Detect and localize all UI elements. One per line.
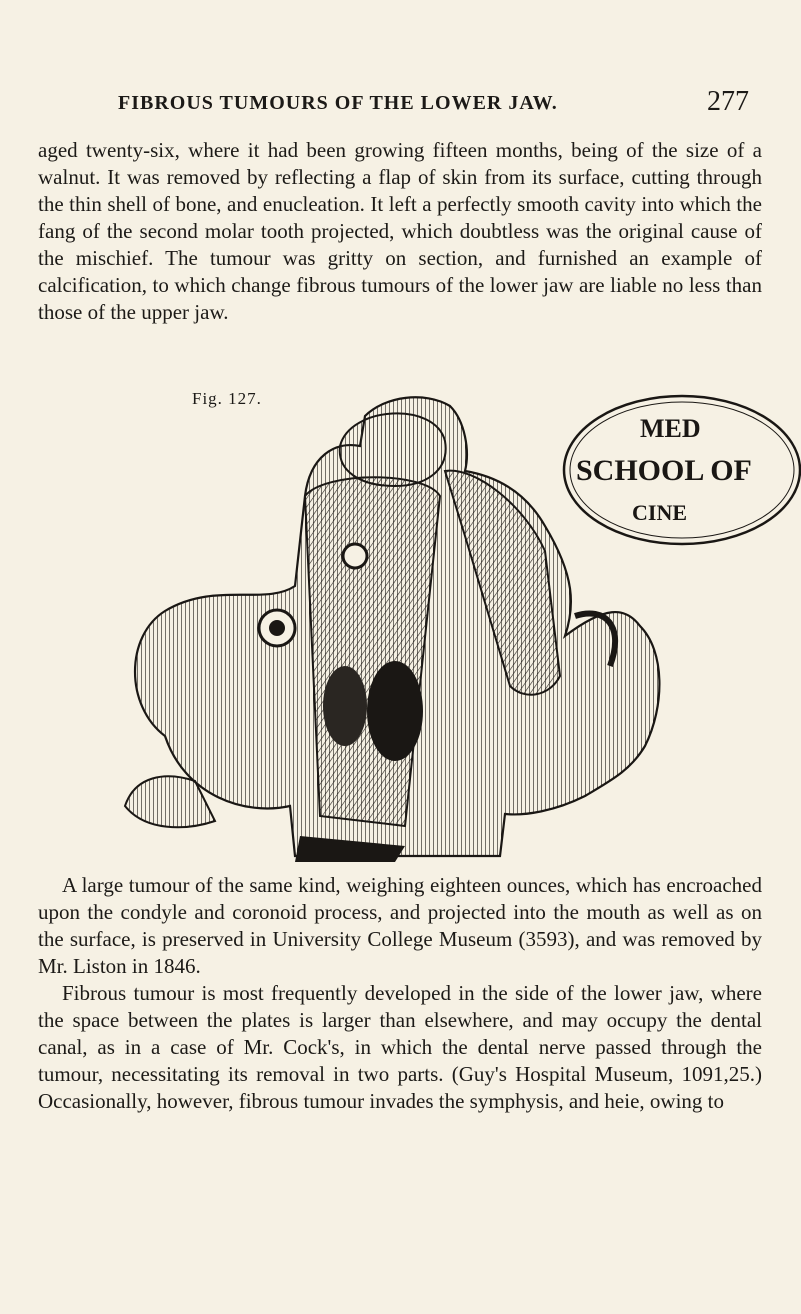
page-number: 277 [707,86,749,117]
library-stamp [532,362,801,577]
paragraph-2: A large tumour of the same kind, weighing eighteen ounces, which has encroached upon the condyle and coronoid process, and projected into the mouth as well as on the surface, is preserved in University College Museum (3593), and was removed by Mr. Liston in 1846. [38,873,762,978]
paragraph-1: aged twenty-six, where it had been growing fifteen months, being of the size of a walnut. It was removed by reflecting a flap of skin from its surface, cutting through the thin shell of bone, and enucleation. It left a perfectly smooth cavity into which the fang of the second molar tooth projected, which doubtless was the original cause of the mischief. The tumour was gritty on section, and furnished an example of calcification, to which change fibrous tumours of the lower jaw are liable no less than those of the upper jaw. [38,138,762,324]
paragraph-3: Fibrous tumour is most frequently developed in the side of the lower jaw, where the space between the plates is larger than elsewhere, and may occupy the dental canal, as in a case of Mr. Cock's, in which the dental nerve passed through the tumour, necessitating its removal in two parts. (Guy's Hospital Museum, 1091,25.) Occasionally, however, fibrous tumour invades the symphysis, and heie, owing to [38,981,762,1113]
running-head [38,84,761,124]
stamp-bottom-text: CINE [632,500,688,525]
stamp-top-text: MED [640,414,701,443]
figure-label: Fig. 127. [192,389,262,408]
stamp-middle-text: SCHOOL OF [576,454,752,487]
running-title: FIBROUS TUMOURS OF THE LOWER JAW. [118,92,558,114]
